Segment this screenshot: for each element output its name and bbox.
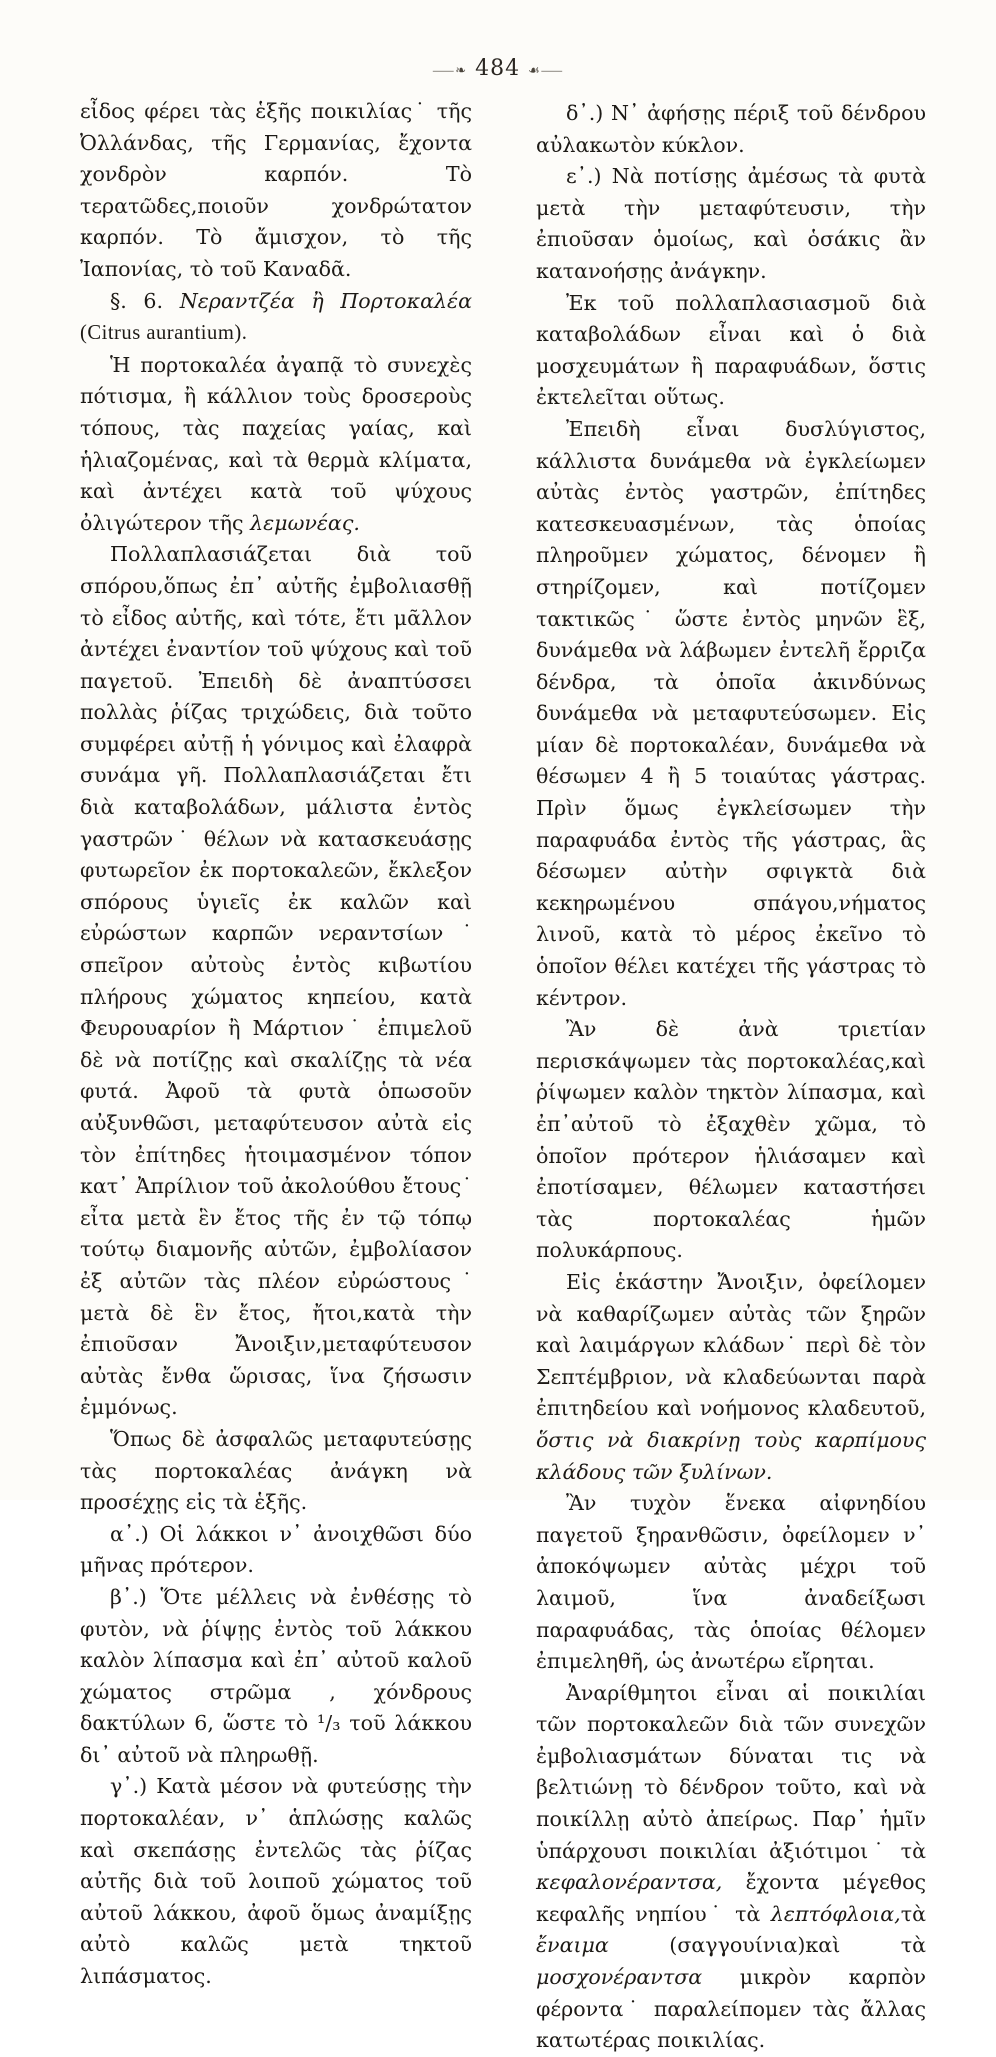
paragraph [536,1267,926,1488]
left-column [80,96,472,1993]
paragraph: Ἂν δὲ ἀνὰ τριετίαν περισκάψωμεν τὰς πορτοκαλέας,καὶ ῥίψωμεν καλὸν τηκτὸν λίπασμα, καὶ ἐπ᾽αὐτοῦ τὸ ἐξαχθὲν χῶμα, τὸ ὁποῖον πρότερον ἡλιάσαμεν καὶ ἐποτίσαμεν, θέλωμεν καταστήσει τὰς πορτοκαλέας ἡμῶν πολυκάρπους. [536,1017,926,1263]
ornament-right: ☙⸺ [528,63,564,79]
text-run: Ἀναρίθμητοι εἶναι αἱ ποικιλίαι τῶν πορτοκαλεῶν διὰ τῶν συνεχῶν ἐμβολιασμάτων δύναται τις νὰ βελτιώνῃ τὸ δένδρον τοῦτο, καὶ νὰ ποικίλλῃ αὐτὸ ἀπείρως. Παρ᾽ ἡμῖν ὑπάρχουσι ποικιλίαι ἀξιότιμοι˙ τὰ [536,1680,926,1863]
text-run: (σαγγουίνια)καὶ τὰ [669,1933,927,1958]
paragraph: Ἐκ τοῦ πολλαπλασιασμοῦ διὰ καταβολάδων εἶναι καὶ ὁ διὰ μοσχευμάτων ἢ παραφυάδων, ὅστις ἐκτελεῖται οὕτως. [536,290,926,410]
paragraph: εἶδος φέρει τὰς ἑξῆς ποικιλίας˙ τῆς Ὀλλάνδας, τῆς Γερμανίας, ἔχοντα χονδρὸν καρπόν. Τὸ τερατῶδες,ποιοῦν χονδρώτατον καρπόν. Τὸ ἄμισχον, τὸ τῆς Ἰαπονίας, τὸ τοῦ Καναδᾶ. [80,99,472,281]
italic-term: μοσχονέραντσα [536,1965,703,1990]
list-item-e: ε᾽.) Νὰ ποτίσῃς ἀμέσως τὰ φυτὰ μετὰ τὴν μεταφύτευσιν, τὴν ἐπιοῦσαν ὁμοίως, καὶ ὁσάκις ἂν κατανοήσῃς ἀνάγκην. [536,164,926,283]
section-number: §. 6. [110,288,164,313]
list-item-a: α᾽.) Οἱ λάκκοι ν᾽ ἀνοιχθῶσι δύο μῆνας πρότερον. [80,1521,472,1578]
list-item-c: γ᾽.) Κατὰ μέσον νὰ φυτεύσῃς τὴν πορτοκαλέαν, ν᾽ ἁπλώσῃς καλῶς καὶ σκεπάσῃς ἐντελῶς τὰς ῥίζας αὐτῆς διὰ τοῦ λοιποῦ χώματος τοῦ αὐτοῦ λάκκου, ἀφοῦ ὅμως ἀναμίξῃς αὐτὸ καλῶς μετὰ τηκτοῦ λιπάσματος. [80,1774,472,1989]
paragraph: Ὅπως δὲ ἀσφαλῶς μεταφυτεύσῃς τὰς πορτοκαλέας ἀνάγκη νὰ προσέχῃς εἰς τὰ ἑξῆς. [80,1426,472,1515]
fraction: ¹/₃ [317,1711,341,1736]
ornament-left: ⸺❧ [432,63,468,79]
text-run: β᾽.) Ὅτε μέλλεις νὰ ἐνθέσῃς τὸ φυτὸν, νὰ ῥίψῃς ἐντὸς τοῦ λάκκου καλὸν λίπασμα καὶ ἐπ᾽ αὐτοῦ καλοῦ χώματος στρῶμα , χόνδρους δακτύλων 6, ὥστε τὸ [80,1584,472,1736]
paragraph: Πολλαπλασιάζεται διὰ τοῦ σπόρου,ὅπως ἐπ᾽ αὐτῆς ἐμβολιασθῇ τὸ εἶδος αὐτῆς, καὶ τότε, ἔτι μᾶλλον ἀντέχει ἐναντίον τοῦ ψύχους καὶ τοῦ παγετοῦ. Ἐπειδὴ δὲ ἀναπτύσσει πολλὰς ῥίζας τριχώδεις, διὰ τοῦτο συμφέρει αὐτῇ ἡ γόνιμος καὶ ἐλαφρὰ συνάμα γῆ. Πολλαπλασιάζεται ἔτι διὰ καταβολάδων, μάλιστα ἐντὸς γαστρῶν˙ θέλων νὰ κατασκευάσῃς φυτωρεῖον ἐκ πορτοκαλεῶν, ἔκλεξον σπόρους ὑγιεῖς ἐκ καλῶν καὶ εὐρώστων καρπῶν νεραντσίων˙ σπεῖρον αὐτοὺς ἐντὸς κιβωτίου πλήρους χώματος κηπείου, κατὰ Φευρουαρίον ἢ Μάρτιον˙ ἐπιμελοῦ δὲ νὰ ποτίζῃς καὶ σκαλίζῃς τὰ νέα φυτά. Ἀφοῦ τὰ φυτὰ ὁπωσοῦν αὐξυνθῶσι, μεταφύτευσον αὐτὰ εἰς τὸν ἐπίτηδες ἡτοιμασμένον τόπον κατ᾽ Ἀπρίλιον τοῦ ἀκολούθου ἔτους˙ εἶτα μετὰ ἓν ἔτος τῆς ἐν τῷ τόπῳ τούτῳ διαμονῆς αὐτῶν, ἐμβολίασον ἐξ αὐτῶν τὰς πλέον εὐρώστους˙ μετὰ δὲ ἓν ἔτος, ἤτοι,κατὰ τὴν ἐπιοῦσαν Ἄνοιξιν,μεταφύτευσον αὐτὰς ἔνθα ὥρισας, ἵνα ζήσωσιν ἐμμόνως. [80,542,472,1420]
section-title-latin: (Citrus aurantium). [80,322,248,345]
paragraph [536,1678,926,2057]
italic-term: ἔναιμα [536,1933,609,1958]
text-run: μικρὸν καρπὸν φέροντα˙ παραλείπομεν τὰς ἄλλας κατωτέρας ποικιλίας. [536,1965,926,2053]
list-item-d: δ᾽.) Ν᾽ ἀφήσῃς πέριξ τοῦ δένδρου αὐλακωτὸν κύκλον. [536,101,926,157]
paragraph: Ἐπειδὴ εἶναι δυσλύγιστος, κάλλιστα δυνάμεθα νὰ ἐγκλείωμεν αὐτὰς ἐντὸς γαστρῶν, ἐπίτηδες κατεσκευασμένων, τὰς ὁποίας πληροῦμεν χώματος, δένομεν ἢ στηρίζομεν, καὶ ποτίζομεν τακτικῶς˙ ὥστε ἐντὸς μηνῶν ἓξ, δυνάμεθα νὰ λάβωμεν ἐντελῆ ἔρριζα δένδρα, τὰ ὁποῖα ἀκινδύνως δυνάμεθα νὰ μεταφυτεύσωμεν. Εἰς μίαν δὲ πορτοκαλέαν, δυνάμεθα νὰ θέσωμεν 4 ἢ 5 τοιαύτας γάστρας. Πρὶν ὅμως ἐγκλείσωμεν τὴν παραφυάδα ἐντὸς τῆς γάστρας, ἃς δέσωμεν αὐτὴν σφιγκτὰ διὰ κεκηρωμένου σπάγου,νήματος λινοῦ, κατὰ τὸ μέρος ἐκεῖνο τὸ ὁποῖον θέλει κατέχει τῆς γάστρας τὸ κέντρον. [536,416,926,1010]
text-run: Εἰς ἑκάστην Ἄνοιξιν, ὀφείλομεν νὰ καθαρίζωμεν αὐτὰς τῶν ξηρῶν καὶ λαιμάργων κλάδων˙ περὶ δὲ τὸν Σεπτέμβριον, νὰ κλαδεύωνται παρὰ ἐπιτηδείου καὶ νοήμονος κλαδευτοῦ, [536,1269,926,1421]
text-run: τοῦ λάκκου δι᾽ αὐτοῦ νὰ πληρωθῇ. [80,1711,473,1767]
page-number: 484 [475,56,521,81]
section-heading [80,286,472,350]
text-run: τὰ [900,1901,926,1926]
italic-term: κεφαλονέραντσα, [536,1870,723,1895]
italic-term: λεπτόφλοια, [770,1901,901,1926]
italic-term: λεμωνέας. [250,510,360,535]
page-header [0,56,996,81]
paragraph: Ἂν τυχὸν ἕνεκα αἰφνηδίου παγετοῦ ξηρανθῶσιν, ὀφείλομεν ν᾽ ἀποκόψωμεν αὐτὰς μέχρι τοῦ λαιμοῦ, ἵνα ἀναδείξωσι παραφυάδας, τὰς ὁποίας θέλομεν ἐπιμεληθῆ, ὡς ἀνωτέρω εἴρηται. [536,1491,926,1674]
list-item-b [80,1582,472,1772]
section-title-greek: Νεραντζέα ἢ Πορτοκαλέα [179,288,472,313]
right-column [536,98,926,2057]
italic-phrase: ὅστις νὰ διακρίνῃ τοὺς καρπίμους κλάδους τῶν ξυλίνων. [536,1427,926,1484]
paragraph [80,350,472,540]
text-run: ἔχοντα μέγεθος κεφαλῆς νηπίου˙ τὰ [536,1870,927,1926]
text-run: Ἡ πορτοκαλέα ἀγαπᾷ τὸ συνεχὲς πότισμα, ἢ κάλλιον τοὺς δροσεροὺς τόπους, τὰς παχείας γαίας, καὶ ἡλιαζομένας, καὶ τὰ θερμὰ κλίματα, καὶ ἀντέχει κατὰ τοῦ ψύχους ὀλιγώτερον τῆς [80,352,472,535]
